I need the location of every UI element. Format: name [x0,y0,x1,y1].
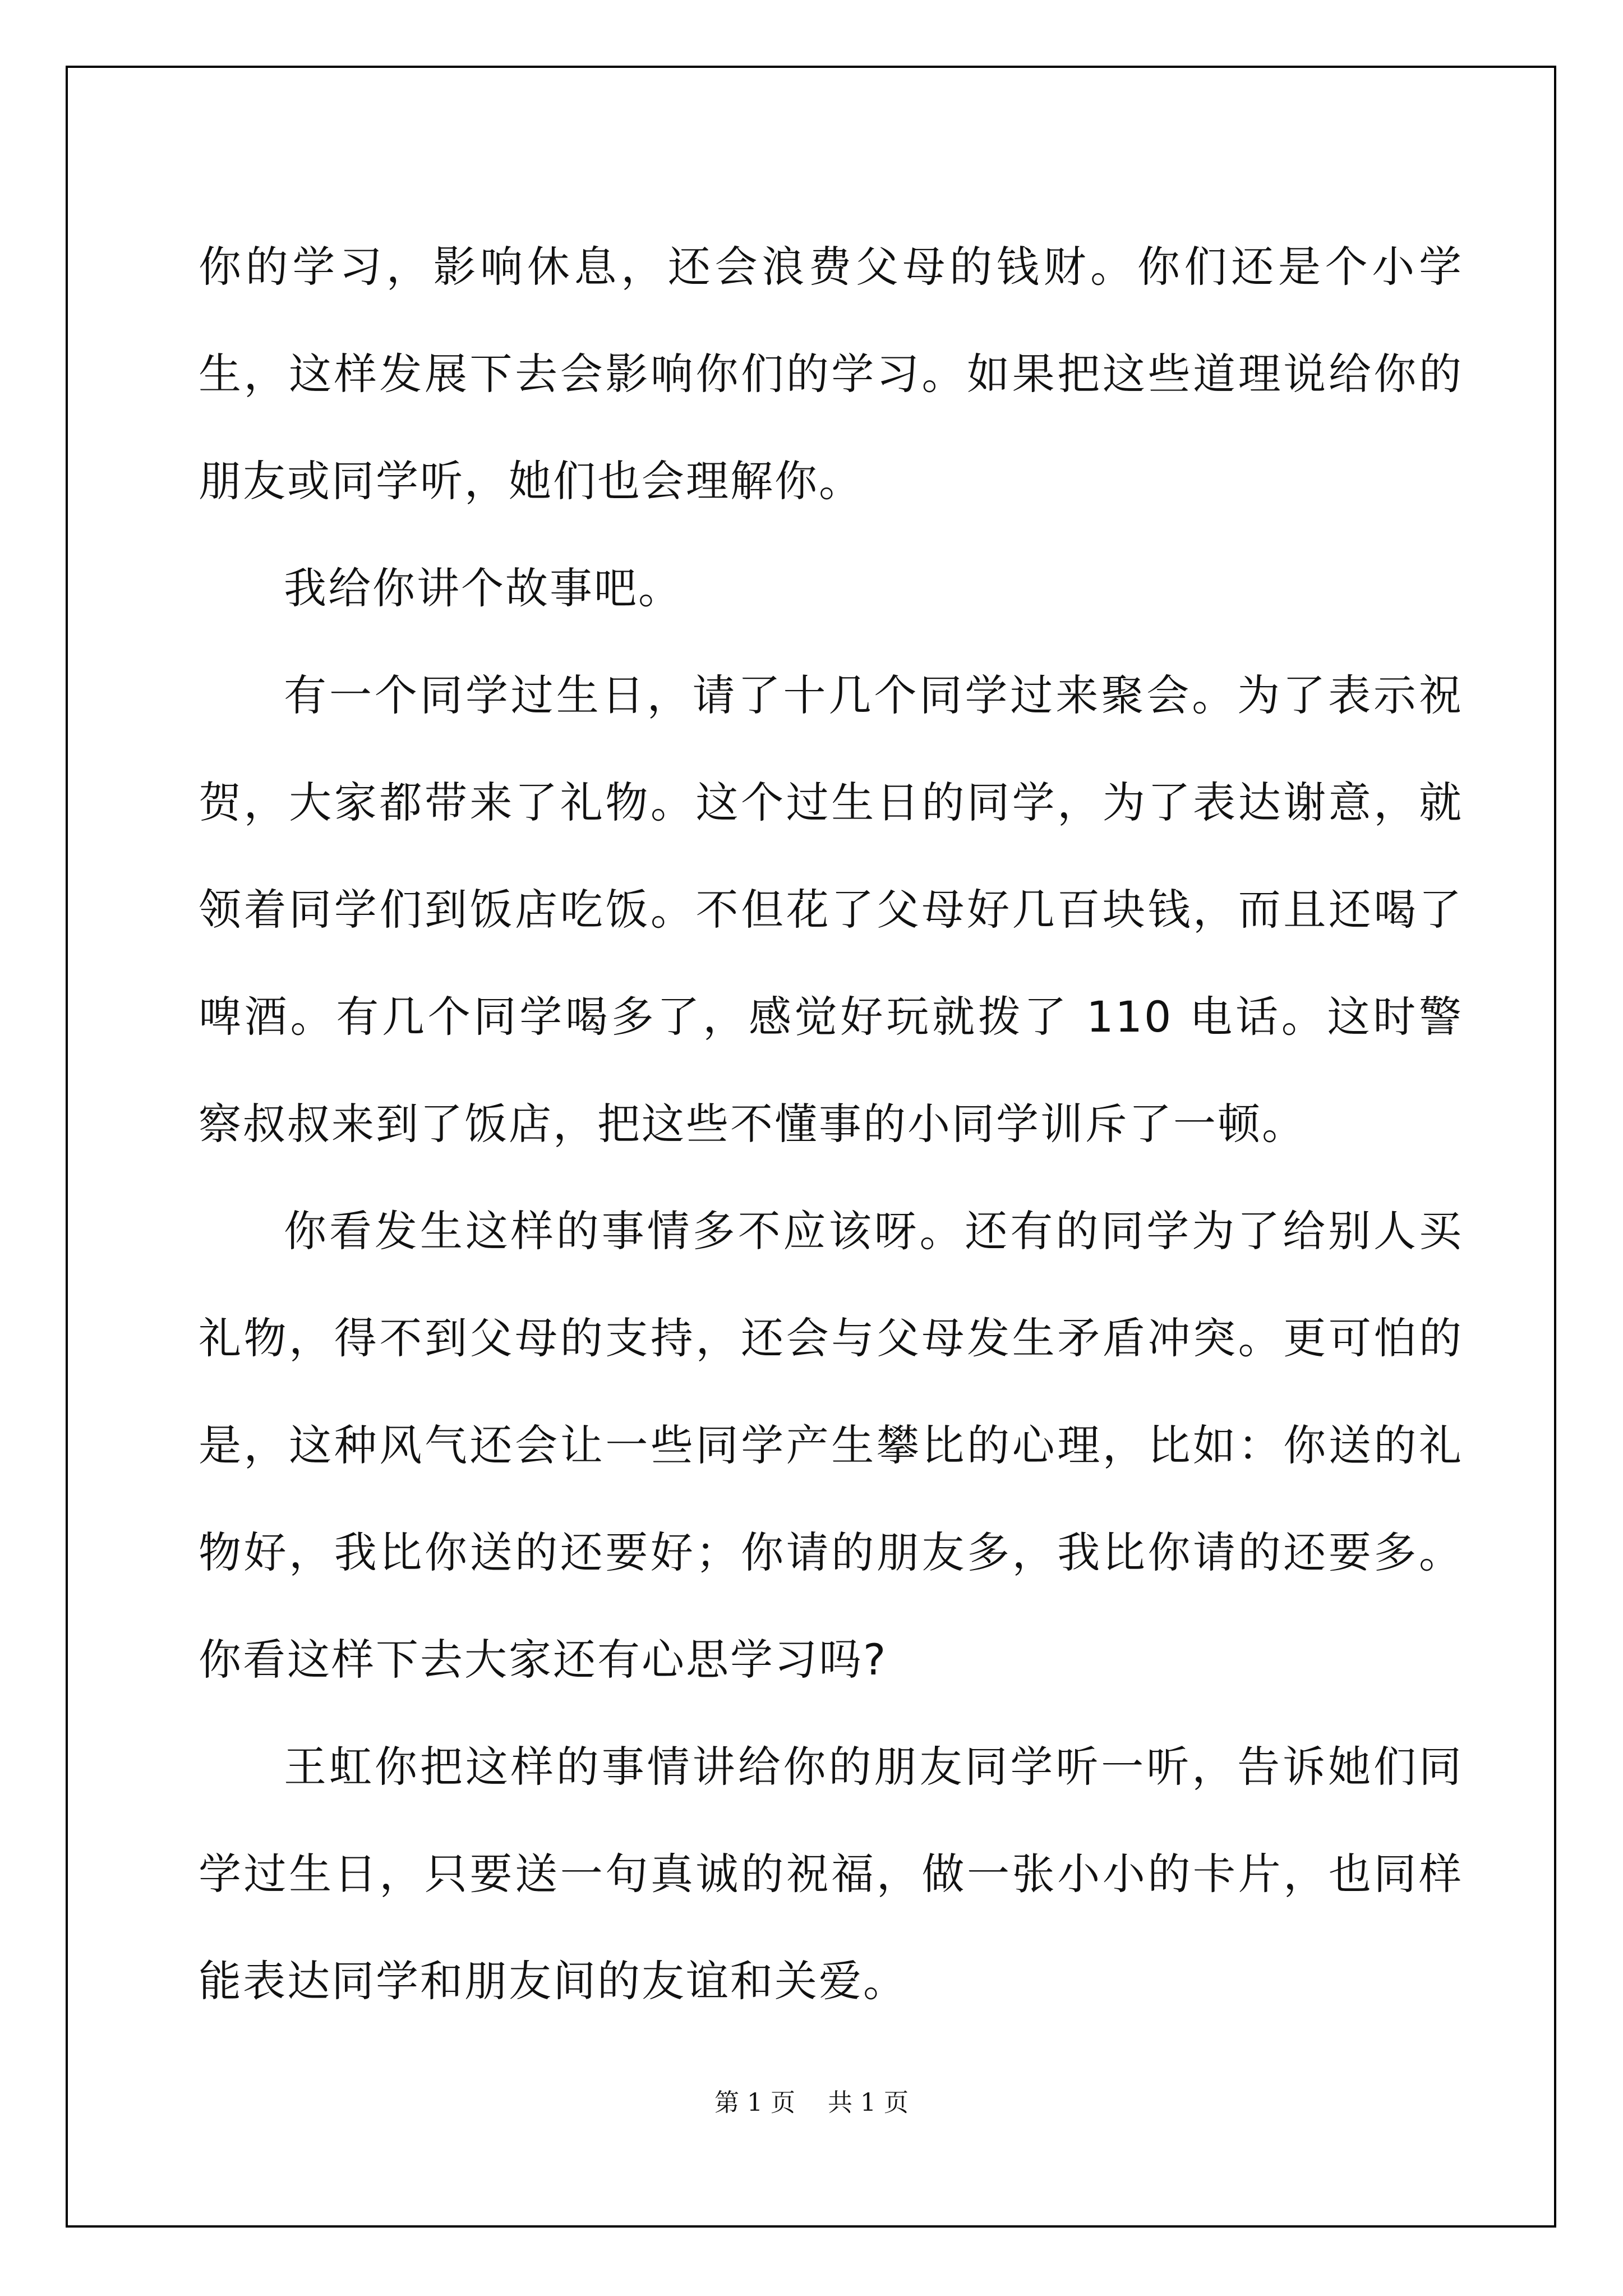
paragraph: 你看发生这样的事情多不应该呀。还有的同学为了给别人买礼物，得不到父母的支持，还会与父母发生矛盾冲突。更可怕的是，这种风气还会让一些同学产生攀比的心理，比如：你送的礼物好，我比你送的还要好；你请的朋友多，我比你请的还要多。你看这样下去大家还有心思学习吗? [199,1206,1463,1685]
paragraph: 有一个同学过生日，请了十几个同学过来聚会。为了表示祝贺，大家都带来了礼物。这个过生日的同学，为了表达谢意，就领着同学们到饭店吃饭。不但花了父母好几百块钱，而且还喝了啤酒。有几个同学喝多了，感觉好玩就拨了 110 电话。这时警察叔叔来到了饭店，把这些不懂事的小同学训斥了一顿。 [199,670,1463,1149]
page-number-current: 第 1 页 [714,2088,795,2117]
page-footer [0,2086,1623,2120]
paragraph: 王虹你把这样的事情讲给你的朋友同学听一听，告诉她们同学过生日，只要送一句真诚的祝福，做一张小小的卡片，也同样能表达同学和朋友间的友谊和关爱。 [199,1742,1463,2006]
paragraph: 我给你讲个故事吧。 [284,563,683,613]
page-number-total: 共 1 页 [828,2088,909,2117]
paragraph-continued: 你的学习，影响休息，还会浪费父母的钱财。你们还是个小学生，这样发展下去会影响你们的学习。如果把这些道理说给你的朋友或同学听，她们也会理解你。 [199,242,1463,506]
document-body [199,213,1463,2035]
